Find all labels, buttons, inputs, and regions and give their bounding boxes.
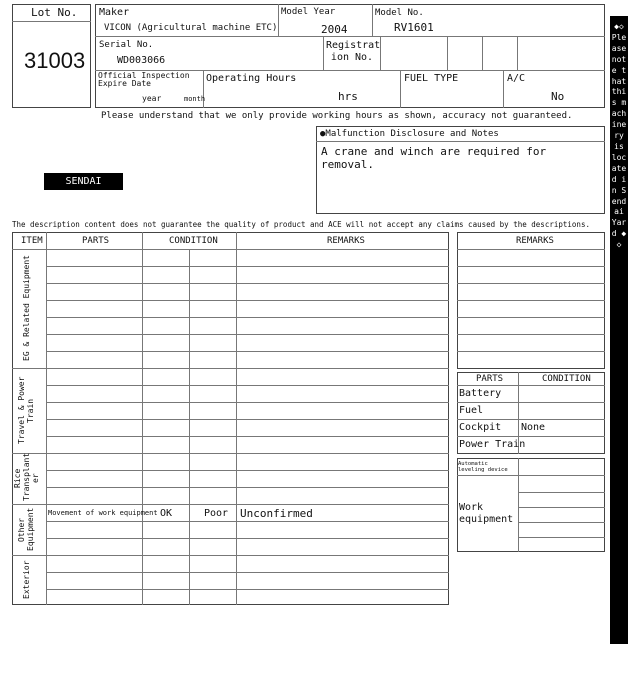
auto-leveling-label: Automatic leveling device bbox=[458, 461, 508, 473]
parts-row-cockpit-condition: None bbox=[521, 422, 546, 433]
parts-header: PARTS bbox=[82, 236, 110, 246]
disclaimer: The description content does not guarantee the quality of product and ACE will not accept any claims caused by the descriptions. bbox=[12, 220, 590, 229]
work-row-remarks: Unconfirmed bbox=[240, 507, 313, 520]
item-header: ITEM bbox=[21, 236, 43, 246]
lot-label: Lot No. bbox=[31, 6, 78, 19]
ac-label: A/C bbox=[507, 73, 526, 84]
model-year-value: 2004 bbox=[321, 23, 348, 36]
model-no-label: Model No. bbox=[375, 8, 424, 18]
parts-row-cockpit: Cockpit bbox=[459, 422, 502, 433]
operating-hours-unit: hrs bbox=[338, 90, 358, 103]
serial-value: WD003066 bbox=[117, 55, 166, 66]
lot-number: 31003 bbox=[24, 48, 86, 73]
work-row-condition-2: Poor bbox=[204, 508, 229, 519]
section-rice: Rice Transplant er bbox=[13, 452, 40, 501]
model-year-label: Model Year bbox=[281, 7, 336, 17]
registration-label: Registrat ion No. bbox=[326, 40, 381, 63]
parts-row-power-train: Power Train bbox=[459, 439, 526, 450]
location-badge bbox=[44, 173, 123, 190]
fuel-type-label: FUEL TYPE bbox=[404, 73, 459, 84]
parts-table-condition-header: CONDITION bbox=[542, 374, 591, 384]
parts-row-battery: Battery bbox=[459, 388, 502, 399]
inspection-label: Official Inspection Expire Date bbox=[98, 71, 190, 88]
hours-notice: Please understand that we only provide working hours as shown, accuracy not guaranteed. bbox=[101, 111, 573, 121]
right-remarks-header: REMARKS bbox=[516, 236, 554, 246]
malfunction-label: ●Malfunction Disclosure and Notes bbox=[320, 129, 499, 139]
side-note-strip bbox=[610, 16, 628, 644]
work-row-part: Movement of work equipment bbox=[48, 509, 158, 517]
malfunction-notes: A crane and winch are required for removal. bbox=[321, 145, 547, 171]
parts-row-fuel: Fuel bbox=[459, 405, 484, 416]
condition-header: CONDITION bbox=[169, 236, 218, 246]
operating-hours-label: Operating Hours bbox=[206, 73, 297, 84]
section-exterior: Exterior bbox=[22, 560, 31, 600]
serial-label: Serial No. bbox=[99, 40, 154, 50]
ac-value: No bbox=[551, 90, 565, 103]
maker-value: VICON (Agricultural machine ETC) bbox=[104, 23, 278, 33]
work-equipment-label: Work equipment bbox=[459, 502, 514, 525]
section-travel: Travel & Power Train bbox=[17, 376, 35, 445]
work-row-condition-1: OK bbox=[160, 508, 173, 519]
section-eg: EG & Related Equipment bbox=[22, 255, 31, 362]
inspection-year-unit: year bbox=[142, 94, 162, 103]
remarks-header: REMARKS bbox=[327, 236, 365, 246]
side-note-text: ◆◇ Please note that this machinery is located in Sendai Yard ◆◇ bbox=[611, 22, 627, 250]
section-other: Other Equipment bbox=[17, 507, 35, 552]
location-badge-text: SENDAI bbox=[65, 176, 102, 187]
maker-label: Maker bbox=[99, 7, 130, 18]
model-no-value: RV1601 bbox=[394, 21, 434, 34]
parts-table-parts-header: PARTS bbox=[476, 374, 504, 384]
inspection-month-unit: month bbox=[184, 95, 206, 103]
